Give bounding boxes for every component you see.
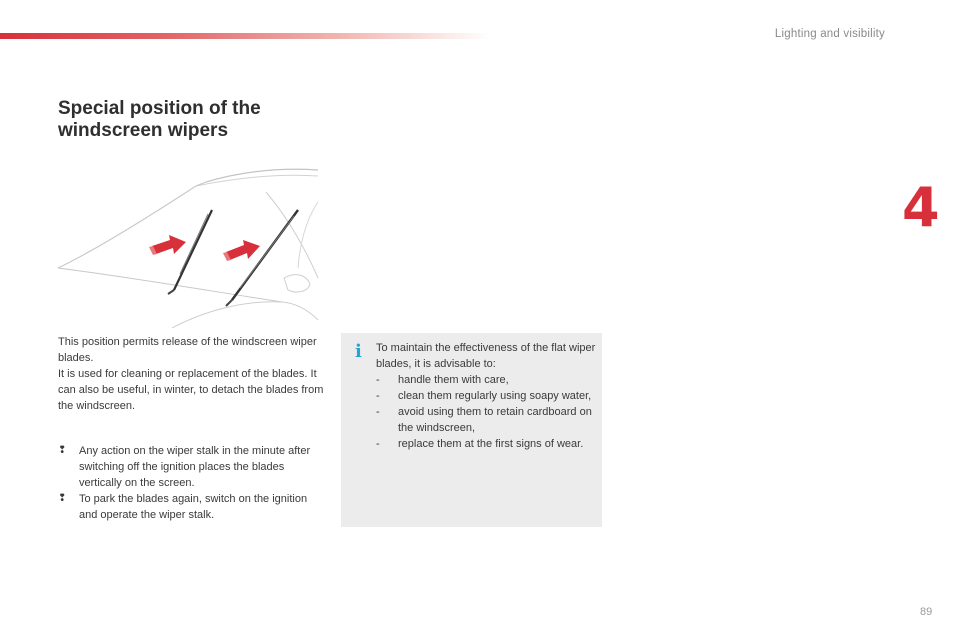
description-paragraph: It is used for cleaning or replacement of the blades. It can also be useful, in winter, to detach the blades from the windscreen. [58,368,324,412]
info-list [376,372,596,452]
instruction-text: To park the blades again, switch on the ignition and operate the wiper stalk. [79,493,308,521]
info-intro: To maintain the effectiveness of the flat wiper blades, it is advisable to: [376,342,596,370]
instruction-item [58,443,320,491]
info-list-item [376,388,596,404]
page-title-line-1: Special position of the [58,98,261,119]
description-text [58,334,324,414]
bullet-icon: ❢ [58,493,67,504]
dash-bullet: - [376,374,380,386]
info-list-text: handle them with care, [398,374,509,386]
section-title: Lighting and visibility [774,28,885,40]
description-paragraph: This position permits release of the windscreen wiper blades. [58,336,317,364]
instruction-item [58,491,320,523]
header-accent-bar [0,33,490,39]
dash-bullet: - [376,438,380,450]
page-title-line-2: windscreen wipers [58,120,229,141]
dash-bullet: - [376,390,380,402]
dash-bullet: - [376,406,380,418]
bullet-icon: ❢ [58,445,67,456]
instruction-list [58,443,320,523]
info-icon: i [355,341,362,362]
wiper-blade-left [174,210,212,290]
arrow-icon [223,240,260,261]
info-list-text: clean them regularly using soapy water, [398,390,592,402]
info-box [341,333,602,527]
arrow-icon [149,235,186,255]
info-list-text: avoid using them to retain cardboard on the windscreen, [398,406,592,434]
info-list-item [376,436,596,452]
info-list-text: replace them at the first signs of wear. [398,438,584,450]
chapter-number: 4 [902,176,940,239]
instruction-text: Any action on the wiper stalk in the minute after switching off the ignition places the blades vertically on the screen. [79,445,311,489]
page-number: 89 [920,606,933,618]
wiper-illustration [56,160,320,328]
info-list-item [376,404,596,436]
page-title [58,98,261,142]
info-text [376,340,596,452]
info-list-item [376,372,596,388]
